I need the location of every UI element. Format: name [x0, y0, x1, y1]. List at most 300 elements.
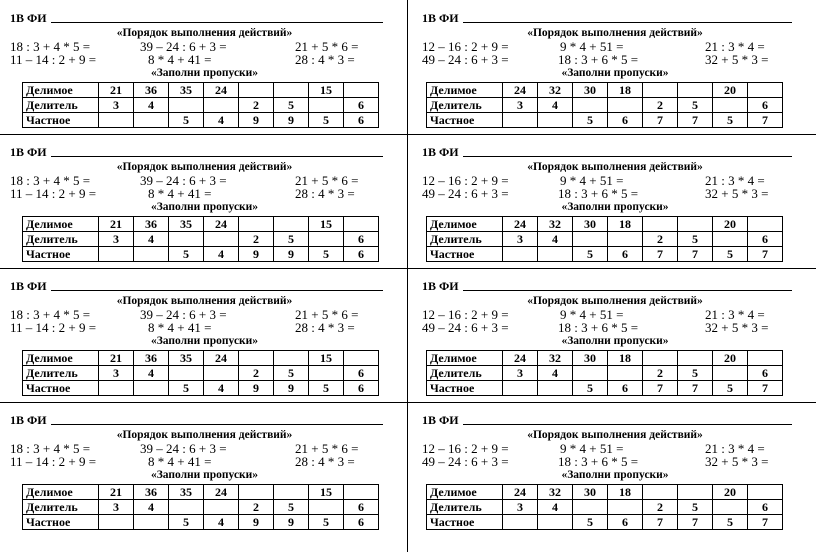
expression: 28 : 4 * 3 = — [295, 186, 355, 201]
blank-cell[interactable] — [99, 381, 134, 396]
table-cell: 5 — [169, 113, 204, 128]
table-cell: 35 — [169, 217, 204, 232]
table-cell: 21 — [99, 351, 134, 366]
row-label: Делитель — [23, 232, 99, 247]
blank-cell[interactable] — [538, 247, 573, 262]
blank-cell[interactable] — [643, 351, 678, 366]
table-cell: 7 — [643, 247, 678, 262]
table-cell: 9 — [274, 113, 309, 128]
table-row — [23, 351, 379, 366]
row-label: Делимое — [23, 485, 99, 500]
expression: 8 * 4 + 41 = — [148, 186, 212, 201]
blank-cell[interactable] — [503, 515, 538, 530]
table-row — [427, 351, 783, 366]
table-cell: 3 — [99, 98, 134, 113]
blank-cell[interactable] — [99, 113, 134, 128]
blank-cell[interactable] — [538, 113, 573, 128]
table-cell: 21 — [99, 83, 134, 98]
table-cell: 4 — [538, 232, 573, 247]
table-cell: 32 — [538, 217, 573, 232]
table-cell: 5 — [713, 247, 748, 262]
card-header — [422, 142, 808, 160]
row-label: Частное — [23, 113, 99, 128]
class-name-label: 1В ФИ — [10, 11, 47, 25]
table-cell: 36 — [134, 83, 169, 98]
table-cell: 35 — [169, 83, 204, 98]
blank-cell[interactable] — [573, 98, 608, 113]
table-cell: 4 — [204, 113, 239, 128]
name-blank-line[interactable] — [463, 290, 792, 291]
table-cell: 21 — [99, 485, 134, 500]
table-cell: 30 — [573, 83, 608, 98]
blank-cell[interactable] — [99, 247, 134, 262]
table-row — [427, 113, 783, 128]
table-cell: 24 — [503, 485, 538, 500]
table-cell: 5 — [573, 381, 608, 396]
expression: 11 – 14 : 2 + 9 = — [10, 186, 97, 201]
table-cell: 15 — [309, 83, 344, 98]
table-cell: 24 — [204, 217, 239, 232]
table-cell: 5 — [274, 500, 309, 515]
table-cell: 15 — [309, 217, 344, 232]
expression-row — [422, 53, 808, 66]
name-blank-line[interactable] — [463, 156, 792, 157]
table-row — [427, 515, 783, 530]
table-cell: 6 — [344, 500, 379, 515]
table-row — [427, 232, 783, 247]
table-row — [23, 381, 379, 396]
blank-cell[interactable] — [134, 381, 169, 396]
blank-cell[interactable] — [344, 351, 379, 366]
expression: 39 – 24 : 6 + 3 = — [140, 307, 227, 322]
card-header — [422, 8, 808, 26]
expression: 18 : 3 + 6 * 5 = — [558, 186, 639, 201]
class-name-label: 1В ФИ — [10, 413, 47, 427]
expression: 18 : 3 + 4 * 5 = — [10, 39, 91, 54]
table-cell: 20 — [713, 83, 748, 98]
table-cell: 3 — [503, 366, 538, 381]
table-cell: 2 — [239, 500, 274, 515]
table-cell: 5 — [678, 500, 713, 515]
table-row — [23, 98, 379, 113]
table-cell: 7 — [643, 381, 678, 396]
blank-cell[interactable] — [204, 232, 239, 247]
table-cell: 24 — [204, 485, 239, 500]
order-of-operations-title: «Порядок выполнения действий» — [527, 27, 703, 39]
table-cell: 6 — [344, 366, 379, 381]
order-of-operations-title: «Порядок выполнения действий» — [527, 429, 703, 441]
blank-cell[interactable] — [678, 351, 713, 366]
table-cell: 36 — [134, 485, 169, 500]
expression: 11 – 14 : 2 + 9 = — [10, 454, 97, 469]
table-cell: 6 — [608, 247, 643, 262]
table-cell: 4 — [204, 515, 239, 530]
table-cell: 18 — [608, 351, 643, 366]
expression: 21 : 3 * 4 = — [705, 441, 765, 456]
row-label: Делимое — [427, 217, 503, 232]
blank-cell[interactable] — [608, 500, 643, 515]
table-cell: 7 — [678, 247, 713, 262]
blank-cell[interactable] — [713, 232, 748, 247]
table-cell: 5 — [678, 366, 713, 381]
table-row — [427, 500, 783, 515]
table-cell: 5 — [309, 113, 344, 128]
expression: 9 * 4 + 51 = — [560, 307, 624, 322]
row-label: Делитель — [23, 500, 99, 515]
blank-cell[interactable] — [608, 98, 643, 113]
table-cell: 9 — [274, 515, 309, 530]
row-label: Делимое — [23, 217, 99, 232]
table-row — [23, 500, 379, 515]
blank-cell[interactable] — [573, 232, 608, 247]
blank-cell[interactable] — [274, 485, 309, 500]
table-cell: 35 — [169, 351, 204, 366]
expression-row — [10, 53, 399, 66]
table-row — [427, 485, 783, 500]
blank-cell[interactable] — [538, 515, 573, 530]
table-cell: 18 — [608, 217, 643, 232]
blank-cell[interactable] — [678, 485, 713, 500]
expression: 9 * 4 + 51 = — [560, 173, 624, 188]
blank-cell[interactable] — [274, 217, 309, 232]
division-table — [426, 350, 783, 396]
blank-cell[interactable] — [503, 247, 538, 262]
name-blank-line[interactable] — [463, 22, 792, 23]
blank-cell[interactable] — [503, 113, 538, 128]
table-cell: 4 — [134, 98, 169, 113]
table-cell: 20 — [713, 485, 748, 500]
expression: 32 + 5 * 3 = — [705, 186, 769, 201]
table-cell: 9 — [274, 247, 309, 262]
table-row — [427, 381, 783, 396]
expression-row — [422, 455, 808, 468]
table-cell: 32 — [538, 485, 573, 500]
blank-cell[interactable] — [309, 98, 344, 113]
table-row — [23, 515, 379, 530]
expression: 11 – 14 : 2 + 9 = — [10, 320, 97, 335]
table-cell: 7 — [643, 113, 678, 128]
table-cell: 5 — [309, 247, 344, 262]
table-cell: 2 — [239, 366, 274, 381]
blank-cell[interactable] — [239, 83, 274, 98]
card-divider — [0, 402, 407, 403]
table-cell: 36 — [134, 351, 169, 366]
blank-cell[interactable] — [169, 98, 204, 113]
table-row — [23, 247, 379, 262]
row-label: Делимое — [23, 351, 99, 366]
table-row — [427, 83, 783, 98]
expression-row — [10, 321, 399, 334]
table-cell: 32 — [538, 83, 573, 98]
table-cell: 35 — [169, 485, 204, 500]
table-cell: 7 — [748, 113, 783, 128]
table-cell: 5 — [274, 232, 309, 247]
fill-in-blanks-title: «Заполни пропуски» — [150, 201, 259, 213]
table-cell: 7 — [748, 247, 783, 262]
card-header — [10, 142, 399, 160]
expression: 32 + 5 * 3 = — [705, 320, 769, 335]
table-row — [427, 217, 783, 232]
table-cell: 6 — [344, 98, 379, 113]
expression: 18 : 3 + 6 * 5 = — [558, 52, 639, 67]
table-cell: 4 — [204, 247, 239, 262]
expression: 18 : 3 + 4 * 5 = — [10, 173, 91, 188]
table-cell: 6 — [748, 366, 783, 381]
table-cell: 9 — [239, 515, 274, 530]
class-name-label: 1В ФИ — [422, 145, 459, 159]
expression: 49 – 24 : 6 + 3 = — [422, 320, 509, 335]
row-label: Частное — [23, 515, 99, 530]
blank-cell[interactable] — [134, 247, 169, 262]
table-cell: 5 — [274, 98, 309, 113]
blank-cell[interactable] — [344, 485, 379, 500]
table-cell: 20 — [713, 217, 748, 232]
blank-cell[interactable] — [678, 83, 713, 98]
expression: 21 + 5 * 6 = — [295, 39, 359, 54]
expression-row — [422, 321, 808, 334]
expression: 49 – 24 : 6 + 3 = — [422, 454, 509, 469]
worksheet-card — [408, 402, 816, 552]
table-cell: 15 — [309, 485, 344, 500]
card-header — [10, 8, 399, 26]
blank-cell[interactable] — [748, 83, 783, 98]
table-row — [23, 485, 379, 500]
table-cell: 3 — [99, 232, 134, 247]
table-cell: 6 — [608, 113, 643, 128]
table-cell: 7 — [678, 381, 713, 396]
table-cell: 7 — [678, 515, 713, 530]
division-table — [426, 216, 783, 262]
division-table — [426, 82, 783, 128]
blank-cell[interactable] — [713, 366, 748, 381]
class-name-label: 1В ФИ — [10, 279, 47, 293]
fill-in-blanks-title: «Заполни пропуски» — [561, 469, 669, 481]
row-label: Делитель — [23, 366, 99, 381]
name-blank-line[interactable] — [51, 22, 383, 23]
expression: 11 – 14 : 2 + 9 = — [10, 52, 97, 67]
table-cell: 6 — [608, 381, 643, 396]
table-cell: 5 — [573, 247, 608, 262]
row-label: Делитель — [23, 98, 99, 113]
card-header — [422, 276, 808, 294]
table-cell: 3 — [503, 98, 538, 113]
table-cell: 15 — [309, 351, 344, 366]
table-cell: 5 — [713, 515, 748, 530]
class-name-label: 1В ФИ — [10, 145, 47, 159]
expression: 21 : 3 * 4 = — [705, 39, 765, 54]
blank-cell[interactable] — [134, 515, 169, 530]
blank-cell[interactable] — [169, 500, 204, 515]
expression: 12 – 16 : 2 + 9 = — [422, 173, 509, 188]
blank-cell[interactable] — [608, 366, 643, 381]
order-of-operations-title: «Порядок выполнения действий» — [116, 161, 293, 173]
name-blank-line[interactable] — [51, 156, 383, 157]
table-cell: 4 — [134, 232, 169, 247]
expression: 18 : 3 + 6 * 5 = — [558, 320, 639, 335]
row-label: Делитель — [427, 366, 503, 381]
blank-cell[interactable] — [169, 232, 204, 247]
expression: 49 – 24 : 6 + 3 = — [422, 52, 509, 67]
expression: 12 – 16 : 2 + 9 = — [422, 307, 509, 322]
blank-cell[interactable] — [713, 98, 748, 113]
expression: 12 – 16 : 2 + 9 = — [422, 39, 509, 54]
blank-cell[interactable] — [713, 500, 748, 515]
blank-cell[interactable] — [344, 83, 379, 98]
table-cell: 24 — [503, 83, 538, 98]
expression: 18 : 3 + 4 * 5 = — [10, 441, 91, 456]
expression-row — [10, 455, 399, 468]
name-blank-line[interactable] — [463, 424, 792, 425]
table-cell: 36 — [134, 217, 169, 232]
table-cell: 4 — [538, 366, 573, 381]
row-label: Частное — [427, 113, 503, 128]
row-label: Частное — [427, 381, 503, 396]
table-cell: 24 — [204, 83, 239, 98]
expression: 18 : 3 + 4 * 5 = — [10, 307, 91, 322]
table-cell: 6 — [344, 515, 379, 530]
row-label: Делитель — [427, 98, 503, 113]
name-blank-line[interactable] — [51, 290, 383, 291]
order-of-operations-title: «Порядок выполнения действий» — [116, 429, 293, 441]
blank-cell[interactable] — [274, 351, 309, 366]
table-cell: 3 — [503, 500, 538, 515]
expression: 32 + 5 * 3 = — [705, 454, 769, 469]
table-cell: 24 — [204, 351, 239, 366]
table-cell: 9 — [239, 381, 274, 396]
blank-cell[interactable] — [573, 500, 608, 515]
blank-cell[interactable] — [748, 485, 783, 500]
blank-cell[interactable] — [748, 217, 783, 232]
table-cell: 5 — [169, 381, 204, 396]
blank-cell[interactable] — [503, 381, 538, 396]
card-divider — [408, 134, 816, 135]
division-table — [426, 484, 783, 530]
order-of-operations-title: «Порядок выполнения действий» — [527, 161, 703, 173]
blank-cell[interactable] — [239, 485, 274, 500]
blank-cell[interactable] — [274, 83, 309, 98]
row-label: Частное — [23, 247, 99, 262]
fill-in-blanks-title: «Заполни пропуски» — [150, 67, 259, 79]
worksheet-card — [0, 268, 408, 402]
worksheet-card — [0, 0, 408, 134]
table-cell: 2 — [643, 500, 678, 515]
table-cell: 2 — [239, 232, 274, 247]
order-of-operations-title: «Порядок выполнения действий» — [116, 295, 293, 307]
fill-in-blanks-title: «Заполни пропуски» — [561, 335, 669, 347]
table-cell: 2 — [643, 98, 678, 113]
fill-in-blanks-title: «Заполни пропуски» — [561, 201, 669, 213]
blank-cell[interactable] — [748, 351, 783, 366]
table-cell: 32 — [538, 351, 573, 366]
expression: 39 – 24 : 6 + 3 = — [140, 39, 227, 54]
expression: 18 : 3 + 6 * 5 = — [558, 454, 639, 469]
expression: 28 : 4 * 3 = — [295, 454, 355, 469]
blank-cell[interactable] — [538, 381, 573, 396]
expression: 39 – 24 : 6 + 3 = — [140, 173, 227, 188]
division-table — [22, 216, 379, 262]
table-cell: 18 — [608, 83, 643, 98]
blank-cell[interactable] — [643, 485, 678, 500]
blank-cell[interactable] — [309, 366, 344, 381]
table-cell: 5 — [274, 366, 309, 381]
blank-cell[interactable] — [309, 232, 344, 247]
table-cell: 7 — [678, 113, 713, 128]
table-cell: 6 — [344, 113, 379, 128]
card-divider — [0, 134, 407, 135]
expression: 49 – 24 : 6 + 3 = — [422, 186, 509, 201]
table-cell: 4 — [134, 500, 169, 515]
expression: 21 : 3 * 4 = — [705, 307, 765, 322]
table-cell: 30 — [573, 217, 608, 232]
table-cell: 3 — [503, 232, 538, 247]
table-cell: 9 — [239, 247, 274, 262]
table-cell: 24 — [503, 351, 538, 366]
table-cell: 6 — [748, 232, 783, 247]
expression-row — [10, 187, 399, 200]
row-label: Делитель — [427, 500, 503, 515]
blank-cell[interactable] — [239, 217, 274, 232]
blank-cell[interactable] — [608, 232, 643, 247]
blank-cell[interactable] — [239, 351, 274, 366]
blank-cell[interactable] — [309, 500, 344, 515]
fill-in-blanks-title: «Заполни пропуски» — [561, 67, 669, 79]
blank-cell[interactable] — [134, 113, 169, 128]
table-cell: 5 — [678, 232, 713, 247]
blank-cell[interactable] — [643, 217, 678, 232]
expression: 39 – 24 : 6 + 3 = — [140, 441, 227, 456]
expression: 8 * 4 + 41 = — [148, 320, 212, 335]
card-header — [10, 410, 399, 428]
blank-cell[interactable] — [99, 515, 134, 530]
fill-in-blanks-title: «Заполни пропуски» — [150, 469, 259, 481]
table-cell: 20 — [713, 351, 748, 366]
table-cell: 5 — [169, 247, 204, 262]
table-row — [23, 217, 379, 232]
worksheet-card — [408, 268, 816, 402]
table-cell: 3 — [99, 500, 134, 515]
blank-cell[interactable] — [678, 217, 713, 232]
table-cell: 5 — [169, 515, 204, 530]
table-cell: 7 — [748, 381, 783, 396]
table-cell: 5 — [309, 381, 344, 396]
table-cell: 30 — [573, 485, 608, 500]
table-cell: 2 — [643, 366, 678, 381]
class-name-label: 1В ФИ — [422, 279, 459, 293]
table-cell: 5 — [573, 113, 608, 128]
blank-cell[interactable] — [204, 500, 239, 515]
expression: 28 : 4 * 3 = — [295, 320, 355, 335]
blank-cell[interactable] — [204, 366, 239, 381]
expression: 8 * 4 + 41 = — [148, 52, 212, 67]
row-label: Делимое — [427, 83, 503, 98]
blank-cell[interactable] — [204, 98, 239, 113]
name-blank-line[interactable] — [51, 424, 383, 425]
blank-cell[interactable] — [344, 217, 379, 232]
blank-cell[interactable] — [643, 83, 678, 98]
worksheet-card — [408, 134, 816, 268]
row-label: Делимое — [23, 83, 99, 98]
table-cell: 6 — [344, 381, 379, 396]
worksheet-card — [408, 0, 816, 134]
blank-cell[interactable] — [169, 366, 204, 381]
blank-cell[interactable] — [573, 366, 608, 381]
table-cell: 3 — [99, 366, 134, 381]
row-label: Делимое — [427, 485, 503, 500]
table-cell: 6 — [344, 247, 379, 262]
table-row — [427, 247, 783, 262]
table-cell: 21 — [99, 217, 134, 232]
expression-row — [422, 187, 808, 200]
